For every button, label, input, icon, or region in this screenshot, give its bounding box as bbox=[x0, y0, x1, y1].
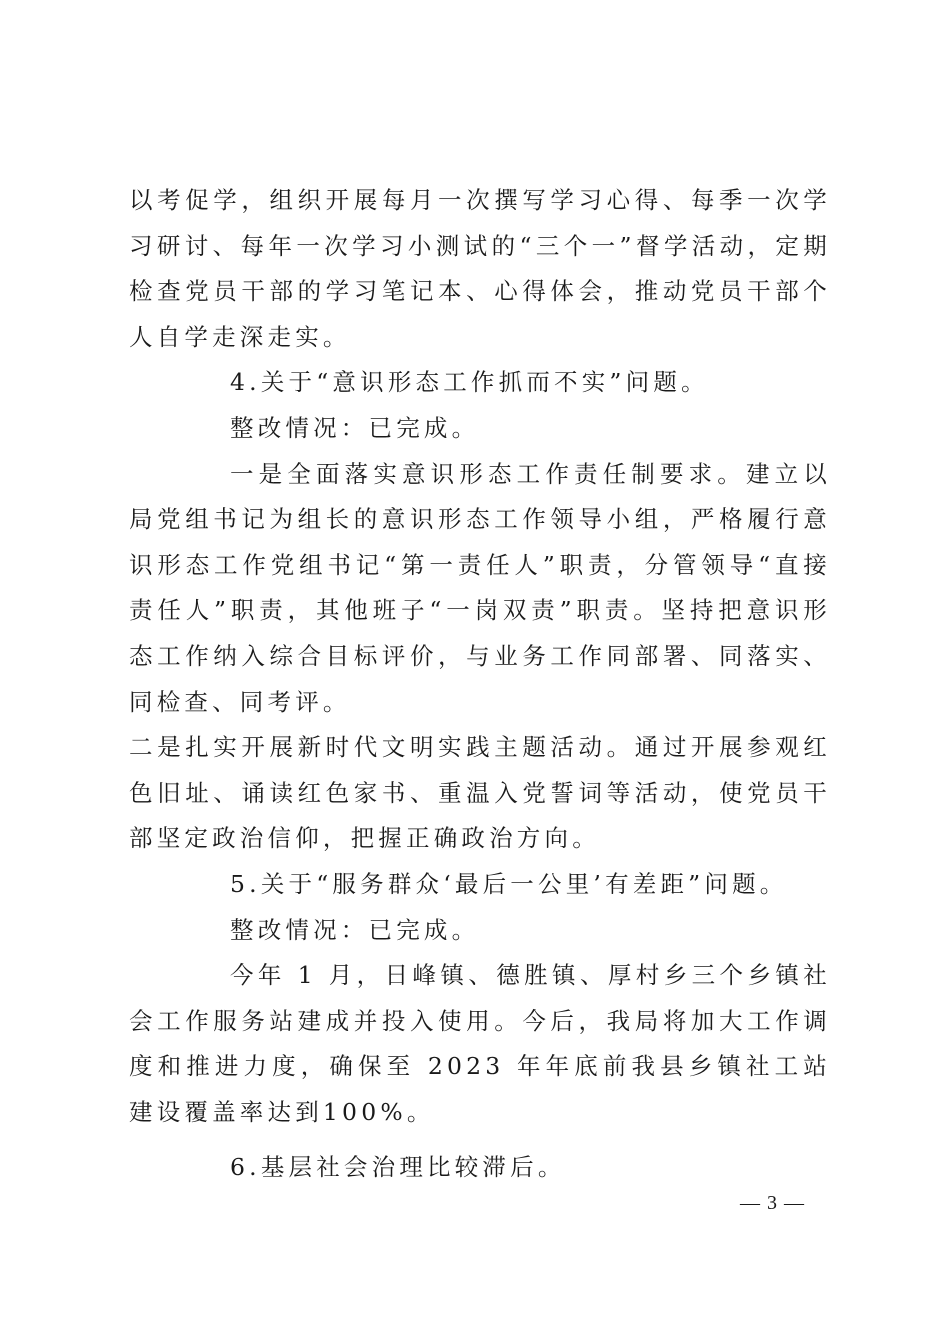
rectification-status-5: 整改情况：已完成。 bbox=[230, 915, 480, 944]
page-number: — 3 — bbox=[740, 1192, 805, 1214]
document-body bbox=[129, 178, 831, 1191]
paragraph-continuation: 以考促学，组织开展每月一次撰写学习心得、每季一次学习研讨、每年一次学习小测试的“三个一”督学活动，定期检查党员干部的学习笔记本、心得体会，推动党员干部个人自学走深走实。 bbox=[129, 186, 831, 351]
paragraph-ideology-responsibility: 一是全面落实意识形态工作责任制要求。建立以局党组书记为组长的意识形态工作领导小组，严格履行意识形态工作党组书记“第一责任人”职责，分管领导“直接责任人”职责，其他班子“一岗双责”职责。坚持把意识形态工作纳入综合目标评价，与业务工作同部署、同落实、同检查、同考评。 bbox=[129, 459, 831, 716]
paragraph-civilization-practice: 二是扎实开展新时代文明实践主题活动。通过开展参观红色旧址、诵读红色家书、重温入党誓词等活动，使党员干部坚定政治信仰，把握正确政治方向。 bbox=[129, 733, 831, 853]
rectification-status-4: 整改情况：已完成。 bbox=[230, 413, 480, 442]
section-heading-6: 6.基层社会治理比较滞后。 bbox=[230, 1153, 566, 1182]
paragraph-service-stations: 今年 1 月，日峰镇、德胜镇、厚村乡三个乡镇社会工作服务站建成并投入使用。今后，我局将加大工作调度和推进力度，确保至 2023 年年底前我县乡镇社工站建设覆盖率达到100%。 bbox=[129, 961, 831, 1126]
section-heading-5: 5.关于“服务群众‘最后一公里’有差距”问题。 bbox=[230, 869, 788, 898]
section-heading-4: 4.关于“意识形态工作抓而不实”问题。 bbox=[230, 368, 709, 397]
